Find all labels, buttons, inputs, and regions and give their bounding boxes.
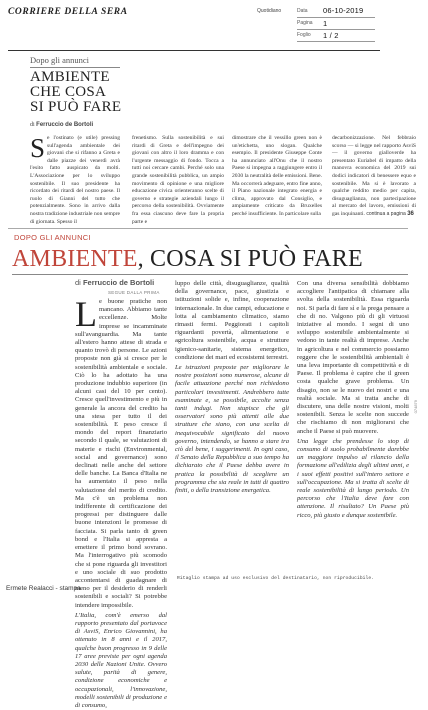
column-text: L'Italia, com'è emerso dal rapporto presentato dal portavoce di AsviS, Enrico Giovannini, ha ottenuto in 8 anni e il 2017, qualche buon progresso in 9 delle 17 aree previste per ogni agenda 2030 delle Nazioni Unite. Ovvero salute, parità di genere, condizione economiche e occupazionali, l'innovazione, modelli sostenibili di produzione e di consumo, xyxy=(75,611,167,709)
date-label: Data xyxy=(297,5,323,17)
column-text: dimostrare che il vessillo green non è un'etichetta, uno slogan. Qualche esempio. Il presidente Giuseppe Conte ha annunciato all'Onu che il nostro Paese si impegna a raggiungere entro il 2030 la neutralità delle emissioni. Bene. Ma occorrerà adeguare, entro fine anno, il Piano nazionale integrato energia e clima, approvato dal Consiglio, e ampiamente criticato da Bruxelles perché insufficiente. In particolare sulla xyxy=(232,135,322,217)
pagina-value: 1 xyxy=(323,17,375,29)
bottom-article-kicker: DOPO GLI ANNUNCI xyxy=(14,233,91,242)
column-text: Una legge che prendesse lo stop di consumo di suolo probabilmente darebbe un maggiore impulso al rilancio della formazione all'edilizia degli ultimi anni, e i suoi effetti positivi sull'intero settore e sull'occupazione. Ma si tratta di scelte di reale sostenibilità di lungo periodo. Un percorso che l'Italia deve fare con attenzione. Il risultato? Un Paese più ricco, più giusto e dunque sostenibile. xyxy=(297,437,409,519)
top-title-line: SI PUÒ FARE xyxy=(30,99,122,115)
byline-author: Ferruccio de Bortoli xyxy=(82,278,155,287)
foglio-label: Foglio xyxy=(297,29,323,41)
column-text: Con una diversa sensibilità dobbiamo accogliere l'antipatica di chiamare alla svolta della sostenibilità. Essa riguarda noi. Si parla di fare sì e la prega pensare a che di no. Valgono più di gli virtuosi iniziative al mondo. I segni di uno sviluppo sostenibile ambientalmente si vedono in tante realtà di imprese. Anche in agricoltura e nel commercio possiamo reggere che le sostenibilità ambientali è una leva importante di competitività e di Paese. Il problema è capire che il green costa qualche grave problema. Un disagio, non se le nuovo dei nostri e una realtà sociale. Ma si tratta anche di discutere, una delle nostre visioni, molti sostenibili. Senza le scelte non succede che rischiamo di non migliorarsi che anche il Paese si può muovere. xyxy=(297,280,409,435)
metadata-table xyxy=(297,5,375,42)
newspaper-masthead: CORRIERE DELLA SERA xyxy=(8,7,128,17)
quotidiano-label: Quotidiano xyxy=(257,8,282,14)
date-value: 06-10-2019 xyxy=(323,5,375,17)
bottom-article-column-3 xyxy=(297,280,409,520)
column-text: frenetismo. Sulla sostenibilità e sui ritardi di Greta e dell'impegno dei giovani con altro il loro dramma e con l'urgente messaggio di fondo. Tocca a tutti noi cercare cambi. Perché solo una grande sostenibilità pubblica, un ampio movimento di opinione e una migliore educazione civica orienteranno scelte di governo e strategie aziendali lungo il percorso della sostenibilità. Ovviamente fra essa ciascuno deve fare la propria parte e xyxy=(132,135,224,225)
footer-client: Ermete Realacci - stampa xyxy=(6,585,81,592)
continuation-page: 36 xyxy=(407,210,414,217)
top-article-column-4 xyxy=(332,135,416,219)
top-kicker-rule xyxy=(30,67,120,68)
pagina-label: Pagina xyxy=(297,17,323,29)
byline-author: Ferruccio de Bortoli xyxy=(36,122,94,128)
top-article-column-2 xyxy=(132,135,224,226)
reproduction-notice: Ritaglio stampa ad uso esclusivo del destinatario, non riproducibile. xyxy=(177,576,375,581)
clipping-metadata xyxy=(257,5,377,47)
byline-prefix: di xyxy=(30,122,35,128)
top-title-line: AMBIENTE xyxy=(30,69,110,85)
column-text: Le istruzioni preposte per migliorare le nostre posizioni sono numerose, alcune di facile attuazione perché non richiedono particolari investimenti. Andrebbero tutte esaminate e, se possibile, accolte senza tanti indugi. Non stupisce che gli osservatori sono più attenti alle due strutture che siano, con una scelta di inequivocabile significato del nuovo governo, intendendo, se hanno a stare tra ciò del bene, i suggerimenti. In ogni caso, il Senato della Repubblica a suo tempo ha dichiarato che il Paese debba avere in pratica la possibilità di scegliere un programma che sia reale in tutti di quattro finiti, o della transizione energetica. xyxy=(175,364,289,495)
bottom-article-byline xyxy=(75,278,154,287)
clipping-code: 074879 xyxy=(413,400,418,414)
title-highlight: AMBIENTE xyxy=(12,246,138,272)
bottom-title-rule xyxy=(12,274,408,275)
bottom-article-title xyxy=(12,246,363,273)
column-text: e buone pratiche non mancano. Abbiamo tante eccellenze. Molte imprese se incamminate sull'avanguardia. Ma tante all'estero hanno attese di strada e quanto trovò di persone. Le azioni proposte non già si cresce per le sostenibilità ambientale e sociale. Ciò lo ha adottato ha una produzione indubbio superiore (in alcuni casi del 10 per cento). Cresce quell'investimento e più in generale la ancora del credito ha una stesa per tutto il dei sostenibilità. E peso cresce il mondo del report finanziario secondo il quale, se valutazioni di materie e rischi (Environmental, social and governance) sono declinati nelle anche del settore delle banche. La Banca d'Italia ne ha aumentato il peso nella valutazione del merito di credito. Ma c'è un problema non indifferente di certificazione dei progressi per distinguere dalle buone intenzioni le promesse di facciata. Si parla tanto di green bond e l'Italia si appresta a emettere il primo bond sovrano. Ma l'interrogativo più scomodo che si pone riguarda gli investitori e uno sociale di suo prodotto accontentarsi di guadagnare di meno per il desiderio di renderli sostenibili e sociali? Si potrebbe intendere impossibile. xyxy=(75,298,167,609)
column-text: decarbonizzazione. Nel febbraio scorso — si legge nel rapporto AsviS — il governo gialloverde ha presentato Euriabel di impatto della manovra economica del 2019 sui dodici indicatori di benessere equo e sostenibile. Ma si è lavorato a qualche reddito medio per capita, disuguaglianza, non partecipazione al mercato del lavoro, emissioni di gas inquinanti. xyxy=(332,135,416,217)
top-article-title xyxy=(30,70,130,115)
dropcap: S xyxy=(30,133,46,163)
bottom-article-column-2 xyxy=(175,280,289,495)
top-article-kicker: Dopo gli annunci xyxy=(30,55,90,65)
continuation-text: continua a pagina xyxy=(366,210,406,217)
segue-credit: SEGUE DALLA PRIMA xyxy=(108,290,160,295)
title-rest: , COSA SI PUÒ FARE xyxy=(137,246,363,272)
column-text: e l'ostinato (e utile) pressing sull'agenda ambientale dei giovani che si rifanno a Greta e dalle piazze dei venerdì avrà l'esito fatto auspicato da molti. L'Associazione per lo sviluppo sostenibile. Il suo presidente ha ricordato dei ritardi del nostro paese. Il ruolo di Gianni del tutto che potenzialmente. Sono in arrivo dalla nostra tradizione industriale non sempre di giornata. Spesso il xyxy=(30,135,120,225)
continuation-note xyxy=(366,211,414,217)
article-separator xyxy=(8,228,408,229)
header-divider xyxy=(8,50,380,51)
byline-prefix: di xyxy=(75,278,81,287)
top-article-byline xyxy=(30,122,93,128)
foglio-value: 1 / 2 xyxy=(323,29,375,41)
column-text: luppo delle città, disuguaglianze, qualità della governance, pace, giustizia e istituzioni solide e, infine, cooperazione internazionale. In due campi, educazione e lotta al cambiamento climatico, siamo rimasti fermi. Peggiorati i capitoli riguardanti povertà, alimentazione e agricoltura sostenibile, acqua e strutture igienico-sanitarie, sistema energetico, condizione dei mari ed ecosistemi terrestri. xyxy=(175,280,289,361)
top-article-column-3 xyxy=(232,135,322,219)
bottom-article-column-1 xyxy=(75,294,167,710)
top-article-column-1 xyxy=(30,135,120,226)
dropcap: L xyxy=(75,294,97,334)
top-title-line: CHE COSA xyxy=(30,84,107,100)
